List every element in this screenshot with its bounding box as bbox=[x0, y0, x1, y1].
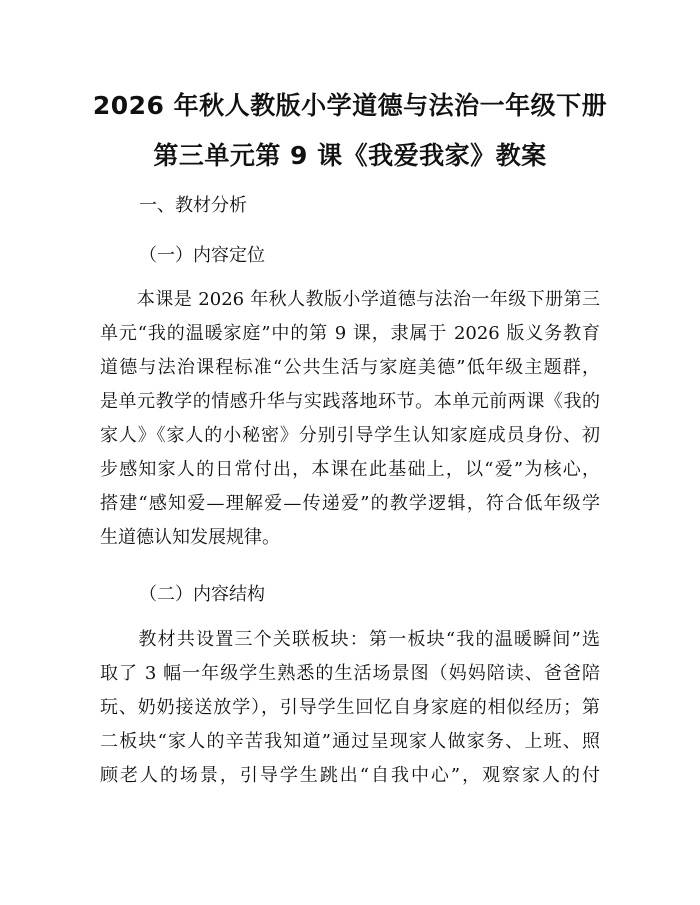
paragraph-line: 二板块“家人的辛苦我知道”通过呈现家人做家务、上班、照 bbox=[100, 731, 600, 752]
paragraph-line: 顾老人的场景，引导学生跳出“自我中心”，观察家人的付 bbox=[100, 765, 600, 786]
subsection-heading-content-positioning: （一）内容定位 bbox=[139, 245, 265, 266]
paragraph-line: 取了 3 幅一年级学生熟悉的生活场景图（妈妈陪读、爸爸陪 bbox=[100, 663, 600, 684]
document-title-line-2: 第三单元第 9 课《我爱我家》教案 bbox=[153, 141, 547, 170]
paragraph-line: 道德与法治课程标准“公共生活与家庭美德”低年级主题群， bbox=[100, 357, 600, 378]
paragraph-line: 生道德认知发展规律。 bbox=[100, 527, 280, 548]
paragraph-line: 教材共设置三个关联板块：第一板块“我的温暖瞬间”选 bbox=[100, 629, 600, 650]
paragraph-line: 家人》《家人的小秘密》分别引导学生认知家庭成员身份、初 bbox=[100, 425, 600, 446]
paragraph-line: 单元“我的温暖家庭”中的第 9 课，隶属于 2026 版义务教育 bbox=[100, 323, 600, 344]
paragraph-content-positioning bbox=[100, 283, 600, 555]
section-heading-textbook-analysis: 一、教材分析 bbox=[139, 195, 247, 216]
subsection-heading-content-structure: （二）内容结构 bbox=[139, 584, 265, 605]
paragraph-line: 是单元教学的情感升华与实践落地环节。本单元前两课《我的 bbox=[100, 391, 600, 412]
paragraph-line: 步感知家人的日常付出，本课在此基础上，以“爱”为核心， bbox=[100, 459, 600, 480]
paragraph-line: 玩、奶奶接送放学），引导学生回忆自身家庭的相似经历；第 bbox=[100, 697, 600, 718]
paragraph-line: 本课是 2026 年秋人教版小学道德与法治一年级下册第三 bbox=[100, 289, 600, 310]
paragraph-line: 搭建“感知爱—理解爱—传递爱”的教学逻辑，符合低年级学 bbox=[100, 493, 600, 514]
document-title-line-1: 2026 年秋人教版小学道德与法治一年级下册 bbox=[92, 91, 608, 120]
paragraph-content-structure bbox=[100, 623, 600, 793]
